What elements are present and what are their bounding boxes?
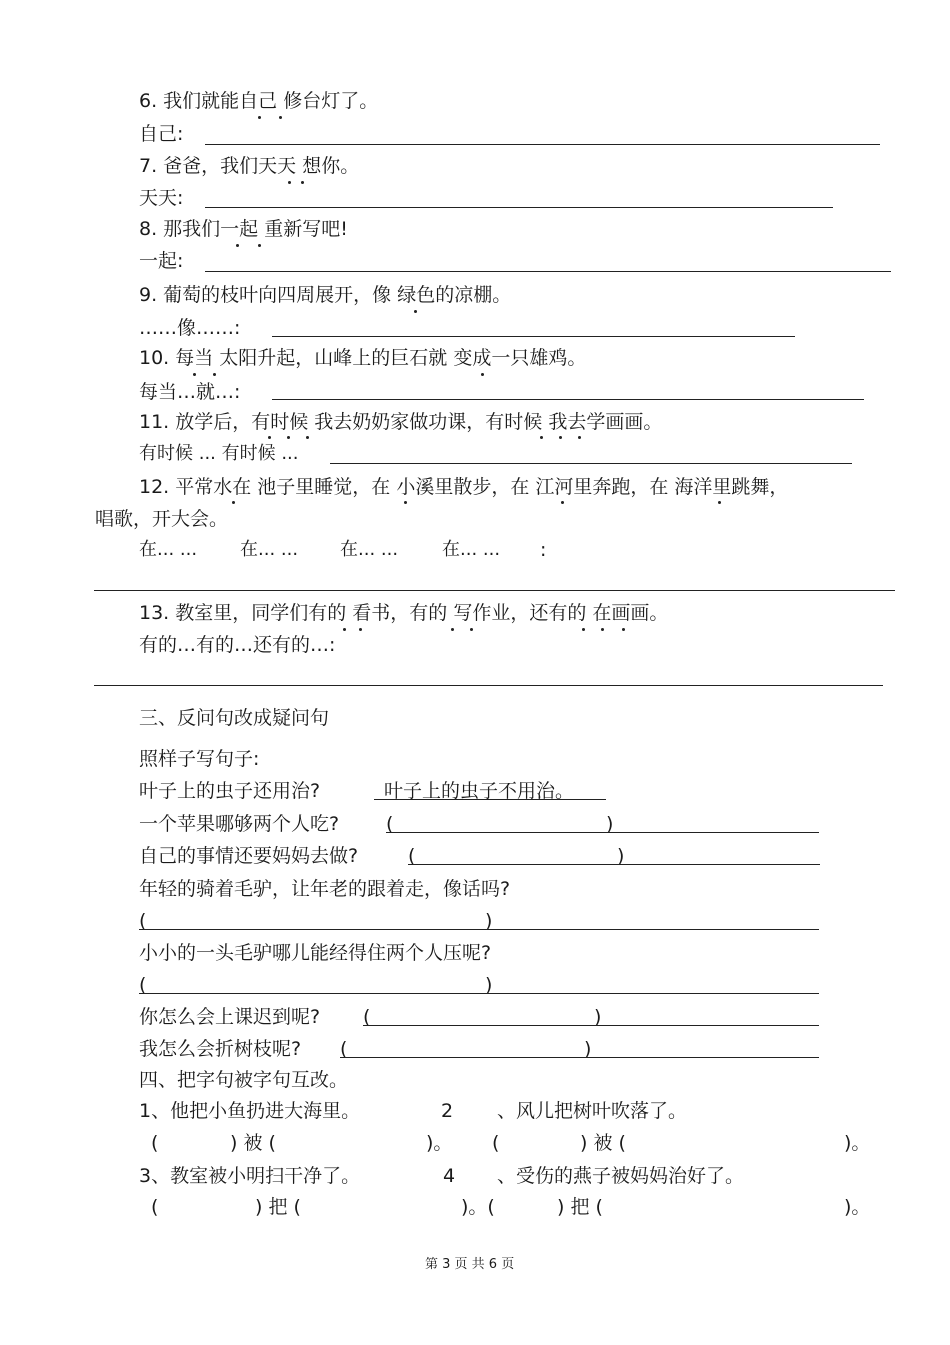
question-item: 一个苹果哪够两个人吃? (139, 813, 340, 835)
q11-label: 有时候 ... 有时候 ... (139, 443, 299, 464)
answer-line[interactable] (330, 463, 852, 464)
emphasis-dot (287, 436, 290, 439)
answer-line[interactable] (139, 993, 819, 994)
question-item: 自己的事情还要妈妈去做? (139, 845, 359, 867)
question-item: 小小的一头毛驴哪儿能经得住两个人压呢? (139, 942, 492, 964)
emphasis-dot (279, 116, 282, 119)
emphasis-dot (288, 181, 291, 184)
open-paren: ( (363, 1006, 371, 1028)
section-3-title: 三、反问句改成疑问句 (139, 707, 330, 729)
emphasis-dot (540, 436, 543, 439)
q9-sentence: 9. 葡萄的枝叶向四周展开，像 绿色的凉棚。 (139, 284, 512, 306)
q12-label-3: 在... ... (340, 539, 399, 560)
emphasis-dot (213, 373, 216, 376)
q8-sentence: 8. 那我们一起 重新写吧! (139, 218, 348, 240)
question-item: 你怎么会上课迟到呢? (139, 1006, 321, 1028)
answer-line[interactable] (340, 1057, 819, 1058)
emphasis-dot (359, 628, 362, 631)
q6-label: 自己: (139, 123, 184, 145)
sentence-4: 、受伤的燕子被妈妈治好了。 (497, 1165, 745, 1187)
close-paren: ) (485, 974, 493, 996)
emphasis-dot (451, 628, 454, 631)
q11-sentence: 11. 放学后，有时候 我去奶奶家做功课，有时候 我去学画画。 (139, 411, 663, 433)
emphasis-dot (561, 501, 564, 504)
emphasis-dot (343, 628, 346, 631)
close-paren: ) (584, 1038, 592, 1060)
example-question: 叶子上的虫子还用治? (139, 780, 321, 802)
emphasis-dot (258, 116, 261, 119)
emphasis-dot (559, 436, 562, 439)
answer-line[interactable] (94, 685, 883, 686)
emphasis-dot (470, 628, 473, 631)
emphasis-dot (306, 436, 309, 439)
open-paren: ( (139, 974, 147, 996)
emphasis-dot (301, 181, 304, 184)
q7-sentence: 7. 爸爸，我们天天 想你。 (139, 155, 360, 177)
q12-colon: : (540, 539, 547, 561)
answer-line[interactable] (205, 207, 833, 208)
q7-label: 天天: (139, 187, 184, 209)
emphasis-dot (268, 436, 271, 439)
sentence-2: 、风儿把树叶吹落了。 (497, 1100, 688, 1122)
question-item: 年轻的骑着毛驴，让年老的跟着走，像话吗? (139, 878, 511, 900)
emphasis-dot (236, 244, 239, 247)
q8-label: 一起: (139, 250, 184, 272)
ba-paren-3: )。( (461, 1196, 495, 1218)
answer-line[interactable] (363, 1025, 819, 1026)
q12-sentence-line1: 12. 平常水在 池子里睡觉，在 小溪里散步，在 江河里奔跑，在 海洋里跳舞， (139, 476, 789, 498)
open-paren: ( (139, 910, 147, 932)
close-paren: ) (606, 813, 614, 835)
bei-paren-3: )。 (426, 1132, 453, 1154)
emphasis-dot (601, 628, 604, 631)
section-3-instruction: 照样子写句子: (139, 748, 260, 770)
q12-label-4: 在... ... (442, 539, 501, 560)
question-item: 我怎么会折树枝呢? (139, 1038, 302, 1060)
emphasis-dot (232, 501, 235, 504)
example-answer-underline (374, 799, 606, 800)
answer-line[interactable] (386, 832, 819, 833)
emphasis-dot (404, 501, 407, 504)
sentence-2-number: 2 (441, 1100, 454, 1122)
q12-sentence-line2: 唱歌，开大会。 (95, 508, 229, 530)
open-paren: ( (340, 1038, 348, 1060)
bei-paren-2: ) 被 ( (230, 1132, 276, 1154)
q12-label-1: 在... ... (139, 539, 198, 560)
sentence-1: 1、他把小鱼扔进大海里。 (139, 1100, 361, 1122)
emphasis-dot (622, 628, 625, 631)
emphasis-dot (718, 501, 721, 504)
section-4-title: 四、把字句被字句互改。 (139, 1069, 349, 1091)
answer-line[interactable] (139, 929, 819, 930)
open-paren: ( (386, 813, 394, 835)
q9-label: ……像……: (139, 317, 241, 339)
answer-line[interactable] (205, 144, 880, 145)
answer-line[interactable] (94, 590, 895, 591)
sentence-4-number: 4 (443, 1165, 456, 1187)
ba-paren-2: ) 把 ( (255, 1196, 301, 1218)
close-paren: ) (594, 1006, 602, 1028)
emphasis-dot (193, 373, 196, 376)
q13-label: 有的…有的…还有的…: (139, 634, 336, 656)
bei-paren-5: ) 被 ( (580, 1132, 626, 1154)
answer-line[interactable] (272, 399, 864, 400)
q6-sentence: 6. 我们就能自己 修台灯了。 (139, 90, 379, 112)
q10-sentence: 10. 每当 太阳升起，山峰上的巨石就 变成一只雄鸡。 (139, 347, 587, 369)
answer-line[interactable] (205, 271, 891, 272)
ba-paren-5: )。 (844, 1196, 871, 1218)
q12-label-2: 在... ... (240, 539, 299, 560)
example-answer: 叶子上的虫子不用治。 (384, 780, 575, 802)
open-paren: ( (408, 845, 416, 867)
page-footer: 第 3 页 共 6 页 (425, 1257, 515, 1272)
close-paren: ) (485, 910, 493, 932)
emphasis-dot (578, 436, 581, 439)
emphasis-dot (481, 373, 484, 376)
answer-line[interactable] (272, 336, 795, 337)
bei-paren-6: )。 (844, 1132, 871, 1154)
q13-sentence: 13. 教室里，同学们有的 看书，有的 写作业，还有的 在画画。 (139, 602, 669, 624)
close-paren: ) (617, 845, 625, 867)
ba-paren-1: ( (151, 1196, 159, 1218)
q10-label: 每当…就…: (139, 381, 241, 403)
emphasis-dot (258, 244, 261, 247)
answer-line[interactable] (408, 864, 820, 865)
bei-paren-1: ( (151, 1132, 159, 1154)
emphasis-dot (414, 310, 417, 313)
bei-paren-4: ( (492, 1132, 500, 1154)
emphasis-dot (582, 628, 585, 631)
sentence-3: 3、教室被小明扫干净了。 (139, 1165, 361, 1187)
ba-paren-4: ) 把 ( (557, 1196, 603, 1218)
